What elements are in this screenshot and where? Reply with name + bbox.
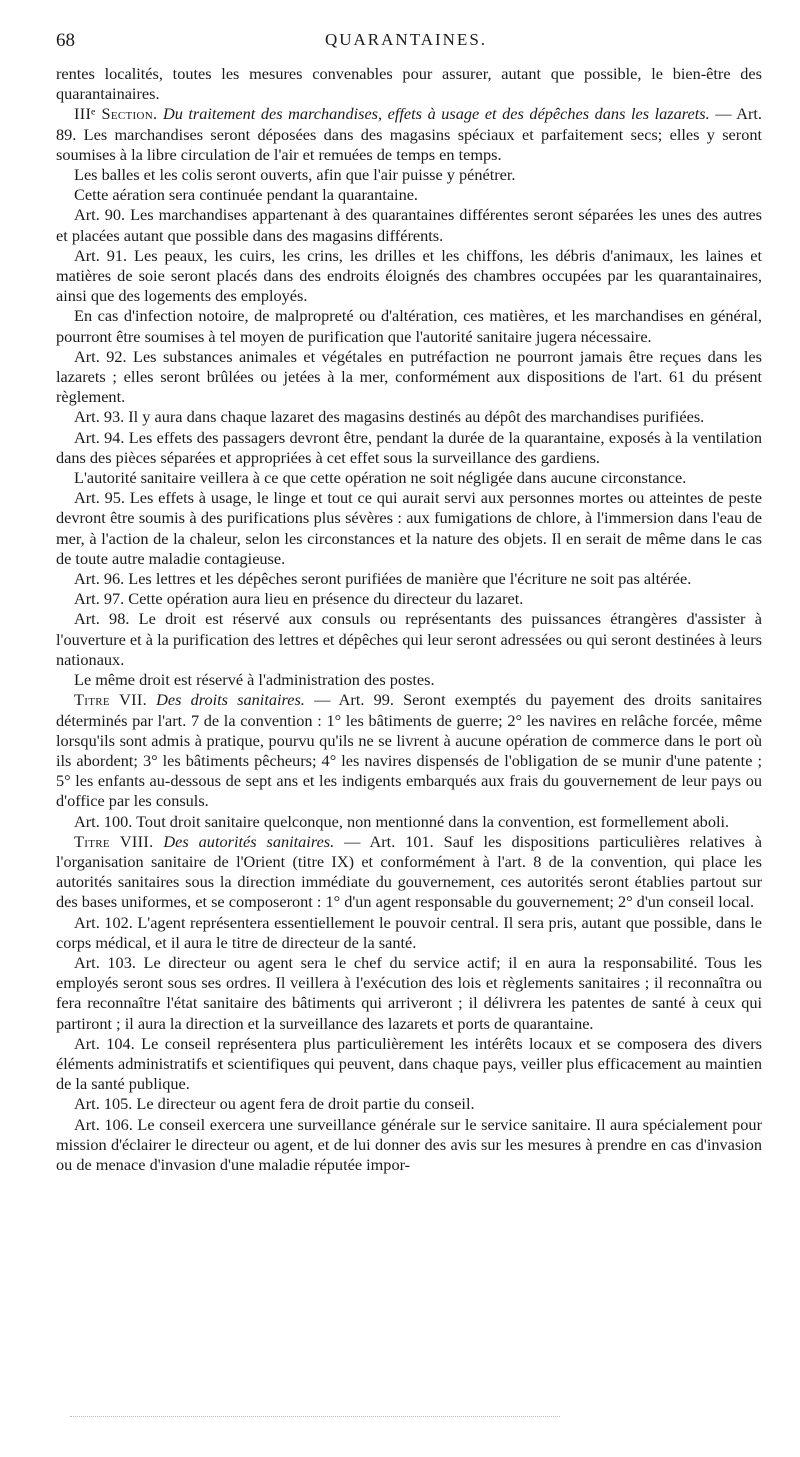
paragraph-text: Art. 96. Les lettres et les dépêches seront purifiées de manière que l'écriture ne soit pas altérée. [74,569,692,589]
paragraph [56,569,762,589]
section-heading: Des droits sanitaires. [156,690,305,710]
paragraph-text: Art. 97. Cette opération aura lieu en présence du directeur du lazaret. [74,589,524,609]
paragraph-text: Art. 106. Le conseil exercera une surveillance générale sur le service sanitaire. Il aura spécialement pour mission d'éclairer le directeur ou agent, et de lui donner des avis sur les mesures à prendre en cas d'invasion ou de menace d'invasion d'une maladie réputée impor- [56,1114,762,1174]
body-text [56,64,762,1175]
paragraph [56,246,762,307]
paragraph-text: Art. 103. Le directeur ou agent sera le chef du service actif; il en aura la responsabilité. Tous les employés seront sous ses ordres. Il veillera à l'exécution des lois et règlements sanitaires ; il reconnaîtra ou fera reconnaître l'état sanitaire des bâtiments qui arriveront ; il délivrera les patentes de santé à ceux qui partiront ; il aura la direction et la surveillance des lazarets et ports de quarantaine. [56,952,762,1033]
paragraph [56,306,762,346]
paragraph [56,488,762,569]
paragraph [56,64,762,104]
paragraph-text: — Art. 101. Sauf les dispositions particulières relatives à l'organisation sanitaire de l'Orient (titre IX) et conformément à l'art. 8 de la convention, qui place les autorités sanitaires sous la direction immédiate du gouvernement, ces autorités seront établies partout sur des bases uniformes, et se composeront : 1° d'un agent responsable du gouvernement; 2° d'un conseil local. [56,831,762,912]
paragraph [56,953,762,1034]
section-heading: Des autorités sanitaires. [163,831,335,851]
paragraph [56,428,762,468]
page-header [56,30,756,54]
paragraph-text: Art. 100. Tout droit sanitaire quelconque, non mentionné dans la convention, est formellement aboli. [74,811,730,831]
paragraph [56,165,762,185]
paragraph-text: Art. 95. Les effets à usage, le linge et tout ce qui aurait servi aux personnes mortes ou atteintes de peste devront être soumis à des purifications plus sévères : aux fumigations de chlore, à l'immersion dans l'eau de mer, à l'action de la chaleur, selon les circonstances et la nature des objets. Il en serait de même dans le cas de toute autre maladie contagieuse. [56,488,762,568]
paragraph-text: Art. 104. Le conseil représentera plus particulièrement les intérêts locaux et se composera des divers éléments administratifs et scientifiques qui peuvent, dans chaque pays, veiller plus efficacement au maintien de la santé publique. [56,1033,762,1094]
paragraph-text: Art. 94. Les effets des passagers devront être, pendant la durée de la quarantaine, exposés à la ventilation dans des pièces séparées et appropriées à cet effet sous la surveillance des gardiens. [56,427,762,467]
paragraph-text: Art. 102. L'agent représentera essentiellement le pouvoir central. Il sera pris, autant que possible, dans le corps médical, et il aura le titre de directeur de la santé. [56,912,762,952]
paragraph [56,913,762,953]
paragraph-text: rentes localités, toutes les mesures convenables pour assurer, autant que possible, le bien-être des quarantainaires. [56,64,762,104]
paragraph-text: Art. 105. Le directeur ou agent fera de droit partie du conseil. [74,1094,475,1114]
section-label: IIIᵉ Section. [74,104,158,124]
paragraph-text: Les balles et les colis seront ouverts, afin que l'air puisse y pénétrer. [74,165,516,185]
paragraph [56,1094,762,1114]
paragraph-text: Art. 93. Il y aura dans chaque lazaret des magasins destinés au dépôt des marchandises purifiées. [74,407,705,427]
paragraph [56,812,762,832]
paragraph-text: Art. 98. Le droit est réservé aux consuls ou représentants des puissances étrangères d'assister à l'ouverture et à la purification des lettres et dépêches qui leur seront adressées ou qui seront destinées à leurs nationaux. [56,609,762,669]
paragraph-text: — Art. 99. Seront exemptés du payement des droits sanitaires déterminés par l'art. 7 de la convention : 1° les bâtiments de guerre; 2° les navires en relâche forcée, même lorsqu'ils sont admis à pratique, pourvu qu'ils ne se livrent à aucune opération de commerce dans le port où ils abordent; 3° les bâtiments pêcheurs; 4° les navires dispensés de l'obligation de se munir d'une patente ; 5° les enfants au-dessous de sept ans et les indigents embarqués aux frais du gouvernement de leur pays ou d'office par les consuls. [56,690,762,811]
page-number: 68 [56,30,75,51]
paragraph [56,468,762,488]
paragraph-text: Art. 91. Les peaux, les cuirs, les crins, les drilles et les chiffons, les débris d'animaux, les laines et matières de soie seront placés dans des endroits éloignés des chambres occupées par les quarantainaires, ainsi que des logements des employés. [56,245,762,306]
paragraph [56,832,762,913]
paragraph [56,670,762,690]
paragraph-text: En cas d'infection notoire, de malpropreté ou d'altération, ces matières, et les marchandises en général, pourront être soumises à tel moyen de purification que l'autorité sanitaire jugera nécessaire. [56,306,762,346]
paragraph [56,589,762,609]
paragraph-text: Art. 90. Les marchandises appartenant à des quarantaines différentes seront séparées les unes des autres et placées autant que possible dans des magasins différents. [56,205,762,245]
paragraph [56,347,762,408]
paragraph [56,690,762,811]
paragraph [56,407,762,427]
paragraph [56,1115,762,1176]
section-label: Titre VII. [74,690,147,710]
paragraph [56,205,762,245]
paragraph-text: Cette aération sera continuée pendant la quarantaine. [74,185,419,205]
paragraph [56,185,762,205]
footer-rule [70,1416,560,1417]
paragraph [56,609,762,670]
paragraph-text: Le même droit est réservé à l'administration des postes. [74,670,435,690]
paragraph [56,1034,762,1095]
section-label: Titre VIII. [74,831,154,851]
paragraph-text: Art. 92. Les substances animales et végétales en putréfaction ne pourront jamais être reçues dans les lazarets ; elles seront brûlées ou jetées à la mer, conformément aux dispositions de l'art. 61 du présent règlement. [56,346,762,407]
paragraph-text: L'autorité sanitaire veillera à ce que cette opération ne soit négligée dans aucune circonstance. [74,468,687,488]
paragraph-text: — Art. 89. Les marchandises seront déposées dans des magasins spéciaux et parfaitement secs; elles y seront soumises à la libre circulation de l'air et remuées de temps en temps. [56,104,762,164]
section-heading: Du traitement des marchandises, effets à usage et des dépêches dans les lazarets. [162,104,710,124]
paragraph [56,104,762,165]
running-title: QUARANTAINES. [324,30,488,49]
